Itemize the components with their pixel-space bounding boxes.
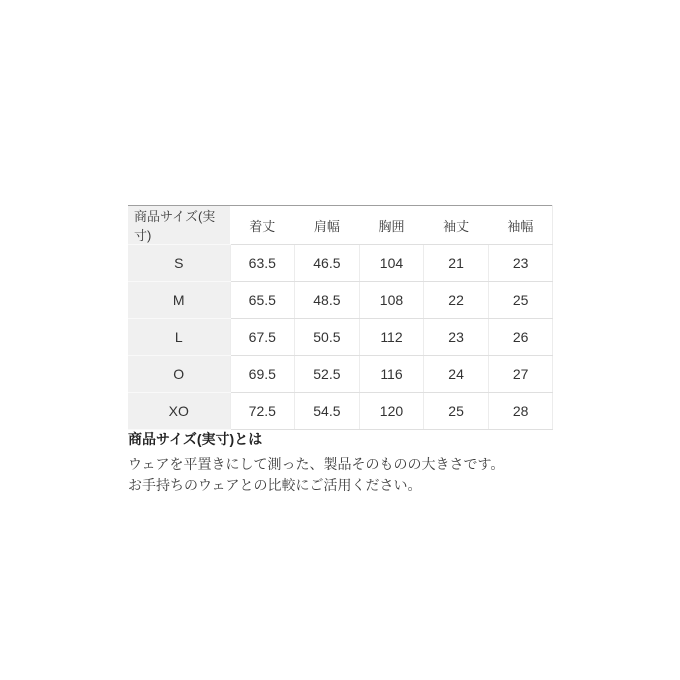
header-cell-size-label: 商品サイズ(実寸) [128,206,230,245]
value-cell: 116 [359,356,424,393]
size-cell: XO [128,393,230,430]
value-cell: 21 [424,245,489,282]
value-cell: 104 [359,245,424,282]
table-row-l [128,319,553,356]
size-note-line: お手持ちのウェアとの比較にご活用ください。 [128,477,422,493]
size-cell: O [128,356,230,393]
value-cell: 25 [424,393,489,430]
size-cell: M [128,282,230,319]
value-cell: 27 [488,356,553,393]
size-note [128,430,568,496]
value-cell: 112 [359,319,424,356]
value-cell: 54.5 [295,393,360,430]
value-cell: 25 [488,282,553,319]
header-cell-sleeve-width: 袖幅 [488,206,553,245]
value-cell: 26 [488,319,553,356]
header-cell-chest: 胸囲 [359,206,424,245]
size-spec-section [128,205,553,430]
header-cell-shoulder-width: 肩幅 [295,206,360,245]
value-cell: 28 [488,393,553,430]
table-row-s [128,245,553,282]
size-cell: L [128,319,230,356]
value-cell: 23 [424,319,489,356]
value-cell: 108 [359,282,424,319]
value-cell: 69.5 [230,356,295,393]
header-cell-body-length: 着丈 [230,206,295,245]
table-header-row [128,206,553,245]
value-cell: 22 [424,282,489,319]
size-note-heading: 商品サイズ(実寸)とは [128,431,263,447]
value-cell: 50.5 [295,319,360,356]
table-row-xo [128,393,553,430]
value-cell: 23 [488,245,553,282]
size-cell: S [128,245,230,282]
value-cell: 120 [359,393,424,430]
value-cell: 48.5 [295,282,360,319]
value-cell: 46.5 [295,245,360,282]
table-row-m [128,282,553,319]
value-cell: 63.5 [230,245,295,282]
header-cell-sleeve-length: 袖丈 [424,206,489,245]
size-note-line: ウェアを平置きにして測った、製品そのものの大きさです。 [128,456,505,472]
table-row-o [128,356,553,393]
value-cell: 24 [424,356,489,393]
value-cell: 52.5 [295,356,360,393]
size-table [128,205,553,430]
value-cell: 72.5 [230,393,295,430]
value-cell: 65.5 [230,282,295,319]
value-cell: 67.5 [230,319,295,356]
